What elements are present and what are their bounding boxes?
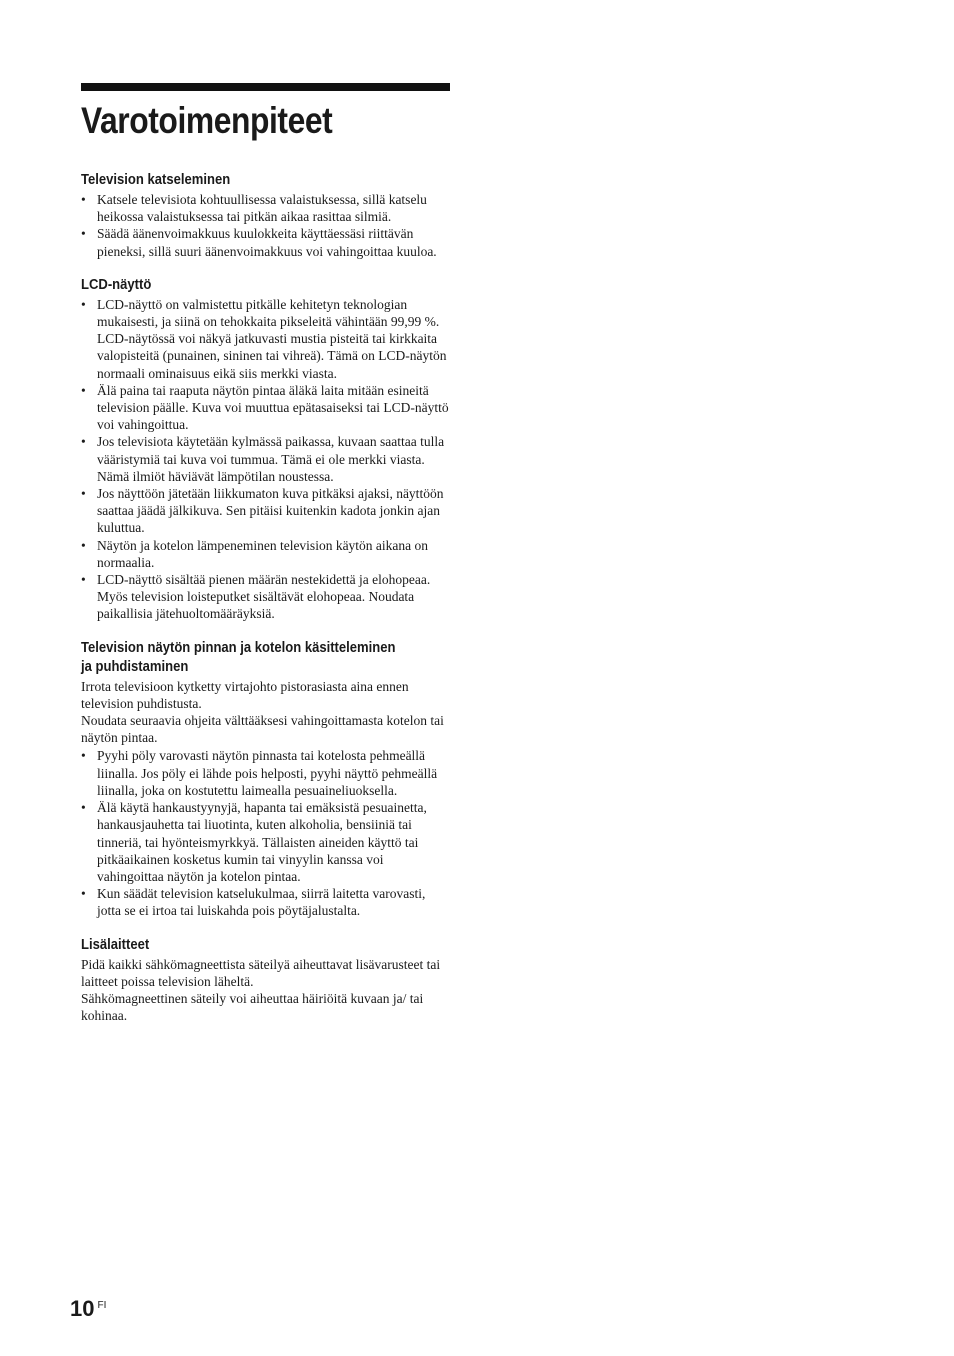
list-item — [81, 747, 451, 799]
bullet-glyph: • — [81, 486, 86, 502]
bullet-glyph: • — [81, 434, 86, 450]
section-heading: LCD-näyttö — [81, 276, 152, 293]
list-item-text: Säädä äänenvoimakkuus kuulokkeita käyttäessäsi riittävän pieneksi, sillä suuri äänenvoimakkuus voi vahingoittaa kuuloa. — [97, 226, 437, 259]
list-item — [81, 225, 451, 259]
list-item — [81, 382, 451, 434]
list-item — [81, 433, 451, 485]
bullet-list — [81, 296, 451, 623]
list-item-text: Älä käytä hankaustyynyjä, hapanta tai emäksistä pesuainetta, hankausjauhetta tai liuotinta, kuten alkoholia, bensiiniä tai tinneriä, tai hyönteismyrkkyä. Tällaisten aineiden käyttö tai pitkäaikainen kosketus kumin tai vinyylin kanssa voi vahingoittaa näytön ja kotelon pintaa. — [97, 800, 427, 884]
list-item — [81, 485, 451, 537]
list-item — [81, 799, 451, 885]
list-item-text: Älä paina tai raaputa näytön pintaa äläkä laita mitään esineitä television päälle. Kuva voi muuttua epätasaiseksi tai LCD-näyttö voi vahingoittua. — [97, 382, 449, 433]
bullet-list — [81, 747, 451, 919]
list-item — [81, 191, 451, 225]
bullet-glyph: • — [81, 537, 86, 553]
list-item-text: Jos televisiota käytetään kylmässä paikassa, kuvaan saattaa tulla vääristymiä tai kuva voi tummua. Tämä ei ole merkki viasta. Nämä ilmiöt häviävät lämpötilan noustessa. — [97, 434, 445, 484]
list-item — [81, 571, 451, 623]
bullet-glyph: • — [81, 296, 86, 312]
section-heading: Television katseleminen — [81, 172, 231, 188]
bullet-glyph: • — [81, 572, 86, 588]
list-item-text: Jos näyttöön jätetään liikkumaton kuva pitkäksi ajaksi, näyttöön saattaa jäädä jälkikuva. Sen pitäisi kuitenkin kadota jonkin ajan kuluttua. — [97, 486, 444, 536]
list-item — [81, 885, 451, 919]
content-column — [81, 83, 451, 1024]
list-item-text: Katsele televisiota kohtuullisessa valaistuksessa, sillä katselu heikossa valaistuksessa tai pitkän aikaa rasittaa silmiä. — [97, 192, 427, 225]
bullet-glyph: • — [81, 886, 86, 902]
paragraph: Irrota televisioon kytketty virtajohto pistorasiasta aina ennen television puhdistusta. — [81, 678, 409, 711]
list-item — [81, 296, 451, 382]
section-heading-line: ja puhdistaminen — [81, 658, 189, 675]
list-item — [81, 537, 451, 571]
list-item-text: Kun säädät television katselukulmaa, siirrä laitetta varovasti, jotta se ei irtoa tai luiskahda pois pöytäjalustalta. — [97, 886, 426, 919]
list-item-text: LCD-näyttö on valmistettu pitkälle kehitetyn teknologian mukaisesti, ja siinä on tehokkaita pikseleitä vähintään 99,99 %. LCD-näytössä voi näkyä jatkuvasti mustia pisteitä tai kirkkaita valopisteitä (punainen, sininen tai vihreä). Tämä on LCD-näytön normaali ominaisuus eikä siis merkki viasta. — [97, 296, 447, 381]
list-item-text: Pyyhi pöly varovasti näytön pinnasta tai kotelosta pehmeällä liinalla. Jos pöly ei lähde pois helposti, pyyhi näyttö pehmeällä liinalla, joka on kostutettu laimealla pesuaineliuoksella. — [97, 748, 438, 798]
page-language-code: FI — [97, 1300, 107, 1311]
paragraph: Noudata seuraavia ohjeita välttääksesi vahingoittamasta kotelon tai näytön pintaa. — [81, 713, 444, 746]
paragraph: Sähkömagneettinen säteily voi aiheuttaa häiriöitä kuvaan ja/ tai kohinaa. — [81, 990, 424, 1024]
bullet-glyph: • — [81, 382, 86, 398]
paragraph: Pidä kaikki sähkömagneettista säteilyä aiheuttavat lisävarusteet tai laitteet poissa television läheltä. — [81, 956, 441, 989]
section-heading: Lisälaitteet — [81, 936, 150, 953]
section-lcd — [81, 276, 451, 623]
page-title: Varotoimenpiteet — [81, 100, 333, 141]
page-number: 10 — [70, 1296, 95, 1321]
section-viewing — [81, 171, 451, 260]
bullet-glyph: • — [81, 192, 86, 207]
list-item-text: Näytön ja kotelon lämpeneminen television käytön aikana on normaalia. — [97, 537, 429, 570]
section-heading-line: Television näytön pinnan ja kotelon käsitteleminen — [81, 639, 396, 656]
bullet-glyph: • — [81, 226, 86, 242]
bullet-glyph: • — [81, 748, 86, 764]
page-footer — [70, 1296, 106, 1322]
section-heading — [81, 639, 450, 677]
list-item-text: LCD-näyttö sisältää pienen määrän nestekidettä ja elohopeaa. Myös television loisteputket sisältävät elohopeaa. Noudata paikallisia jätehuoltomääräyksiä. — [97, 572, 431, 622]
bullet-glyph: • — [81, 800, 86, 816]
title-rule — [81, 83, 450, 91]
bullet-list — [81, 191, 451, 260]
section-accessories — [81, 936, 451, 1025]
section-cleaning — [81, 639, 451, 920]
